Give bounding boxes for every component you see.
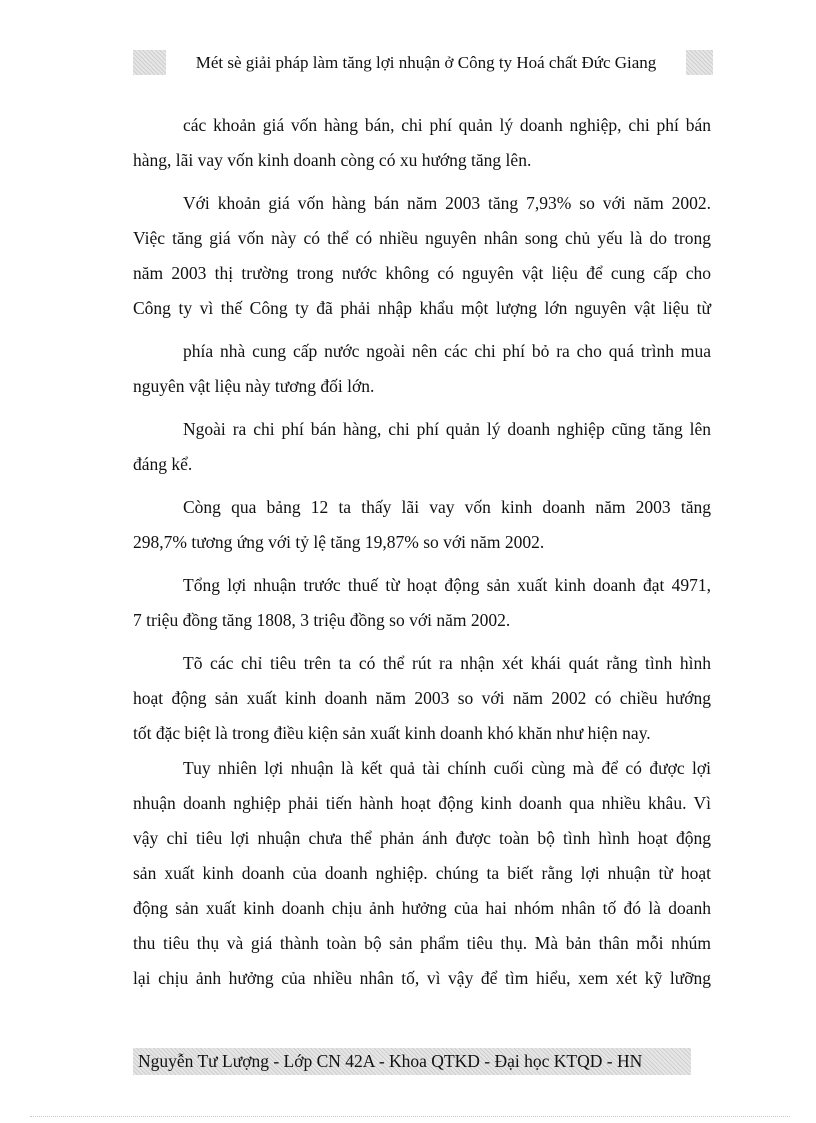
text-line: 7 triệu đồng tăng 1808, 3 triệu đồng so với năm 2002. xyxy=(133,610,511,630)
paragraph-6 xyxy=(133,568,711,638)
text-line: đáng kể. xyxy=(133,454,193,474)
paragraph-8 xyxy=(133,751,711,996)
paragraph-5 xyxy=(133,490,711,560)
text-line: hàng, lãi vay vốn kinh doanh còng có xu hướng tăng lên. xyxy=(133,150,532,170)
text-line: Tuy nhiên lợi nhuận là kết quả tài chính cuối cùng mà để có được lợi xyxy=(183,758,711,778)
paragraph-4 xyxy=(133,412,711,482)
text-line: phía nhà cung cấp nước ngoài nên các chi phí bỏ ra cho quá trình mua xyxy=(183,341,711,361)
text-line: 298,7% tương ứng với tỷ lệ tăng 19,87% so với năm 2002. xyxy=(133,532,545,552)
text-line: nguyên vật liệu này tương đối lớn. xyxy=(133,376,375,396)
text-line: thu tiêu thụ và giá thành toàn bộ sản phẩm tiêu thụ. Mà bản thân mỗi nhúm xyxy=(133,933,711,953)
body-text xyxy=(133,108,711,996)
text-line: lại chịu ảnh hưởng của nhiều nhân tố, vì vậy để tìm hiểu, xem xét kỹ lưỡng xyxy=(133,968,711,988)
text-line: sản xuất kinh doanh của doanh nghiệp. chúng ta biết rằng lợi nhuận từ hoạt xyxy=(133,863,711,883)
text-line: Công ty vì thế Công ty đã phải nhập khẩu một lượng lớn nguyên vật liệu từ xyxy=(133,298,711,318)
text-line: hoạt động sản xuất kinh doanh năm 2003 so với năm 2002 có chiều hướng xyxy=(133,688,711,708)
running-header-title: Mét sè giải pháp làm tăng lợi nhuận ở Công ty Hoá chất Đức Giang xyxy=(166,50,686,75)
text-line: vậy chỉ tiêu lợi nhuận chưa thể phản ánh được toàn bộ tình hình hoạt động xyxy=(133,828,711,848)
text-line: Việc tăng giá vốn này có thể có nhiều nguyên nhân song chủ yếu là do trong xyxy=(133,228,711,248)
paragraph-3 xyxy=(133,334,711,404)
text-line: Với khoản giá vốn hàng bán năm 2003 tăng 7,93% so với năm 2002. xyxy=(183,193,711,213)
paragraph-2 xyxy=(133,186,711,326)
text-line: năm 2003 thị trường trong nước không có nguyên vật liệu để cung cấp cho xyxy=(133,263,711,283)
text-line: tốt đặc biệt là trong điều kiện sản xuất kinh doanh khó khăn như hiện nay. xyxy=(133,723,651,743)
page-bottom-rule xyxy=(30,1116,790,1117)
text-line: nhuận doanh nghiệp phải tiến hành hoạt động kinh doanh qua nhiều khâu. Vì xyxy=(133,793,711,813)
text-line: Ngoài ra chi phí bán hàng, chi phí quản lý doanh nghiệp cũng tăng lên xyxy=(183,419,711,439)
paragraph-1 xyxy=(133,108,711,178)
paragraph-7 xyxy=(133,646,711,751)
text-line: Tổng lợi nhuận trước thuế từ hoạt động sản xuất kinh doanh đạt 4971, xyxy=(183,575,711,595)
running-footer: Nguyễn Tư Lượng - Lớp CN 42A - Khoa QTKD - Đại học KTQD - HN xyxy=(138,1051,643,1071)
text-line: Còng qua bảng 12 ta thấy lãi vay vốn kinh doanh năm 2003 tăng xyxy=(183,497,711,517)
text-line: Tõ các chỉ tiêu trên ta có thể rút ra nhận xét khái quát rằng tình hình xyxy=(183,653,711,673)
text-line: động sản xuất kinh doanh chịu ảnh hưởng của hai nhóm nhân tố đó là doanh xyxy=(133,898,711,918)
text-line: các khoản giá vốn hàng bán, chi phí quản lý doanh nghiệp, chi phí bán xyxy=(183,115,711,135)
